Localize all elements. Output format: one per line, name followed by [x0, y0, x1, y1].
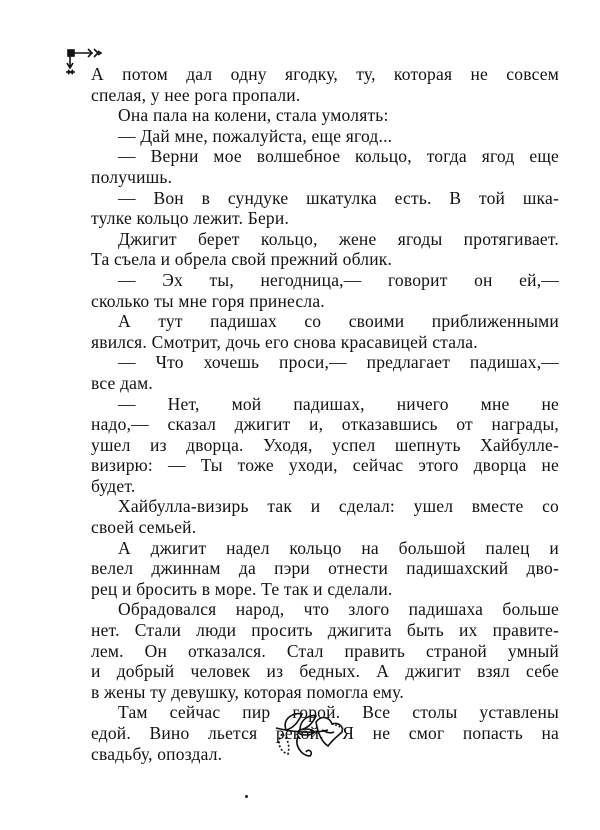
text-line: А джигит надел кольцо на большой палец и: [118, 537, 559, 558]
text-line: свадьбу, опоздал.: [91, 743, 223, 764]
text-line: надо,— сказал джигит и, отказавшись от награды,: [91, 414, 559, 435]
text-line: тулке кольцо лежит. Бери.: [91, 208, 290, 229]
text-line: явился. Смотрит, дочь его снова красавицей стала.: [91, 331, 478, 352]
text-line: в жены ту девушку, которая помогла ему.: [91, 681, 404, 702]
text-line: А потом дал одну ягодку, ту, которая не совсем: [91, 64, 559, 84]
text-line: Обрадовался народ, что злого падишаха больше: [118, 599, 559, 620]
text-line: Джигит берет кольцо, жене ягоды протягивает.: [118, 228, 559, 249]
text-line: Та съела и обрела свой прежний облик.: [91, 249, 393, 270]
page-speck: [245, 795, 248, 798]
text-line: получишь.: [91, 166, 173, 187]
text-line: все дам.: [91, 372, 154, 393]
text-line: своей семьей.: [91, 517, 197, 538]
text-line: лем. Он отказался. Стал править страной умный: [91, 640, 559, 661]
text-line: — Верни мое волшебное кольцо, тогда ягод еще: [118, 146, 559, 167]
text-line: — Вон в сундуке шкатулка есть. В той шка-: [118, 187, 559, 208]
text-line: рец и бросить в море. Те так и сделали.: [91, 578, 393, 599]
text-line: спелая, у нее рога пропали.: [91, 84, 301, 105]
text-line: будет.: [91, 475, 136, 496]
text-line: Там сейчас пир горой. Все столы уставлены: [118, 702, 559, 723]
text-line: — Что хочешь проси,— предлагает падишах,—: [118, 352, 559, 373]
text-line: Она пала на колени, стала умолять:: [118, 105, 389, 126]
document-page: [91, 64, 559, 764]
floral-vignette-icon: [272, 712, 348, 764]
text-line: ушел из дворца. Уходя, успел шепнуть Хайбулле-: [91, 434, 559, 455]
text-line: визирю: — Ты тоже уходи, сейчас этого дворца не: [91, 455, 559, 476]
text-line: А тут падишах со своими приближенными: [118, 311, 559, 332]
text-line: — Дай мне, пожалуйста, еще ягод...: [118, 125, 393, 146]
text-line: сколько ты мне горя принесла.: [91, 290, 325, 311]
text-line: едой. Вино льется рекой. Я не смог попасть на: [91, 723, 559, 743]
text-line: нет. Стали люди просить джигита быть их правите-: [91, 620, 559, 641]
text-line: велел джиннам да пэри отнести падишахский дво-: [91, 558, 559, 579]
text-line: — Нет, мой падишах, ничего мне не: [118, 393, 559, 414]
text-line: — Эх ты, негодница,— говорит он ей,—: [118, 269, 559, 290]
text-line: Хайбулла-визирь так и сделал: ушел вместе со: [118, 496, 559, 517]
text-line: и добрый человек из бедных. А джигит взял себе: [91, 661, 559, 682]
